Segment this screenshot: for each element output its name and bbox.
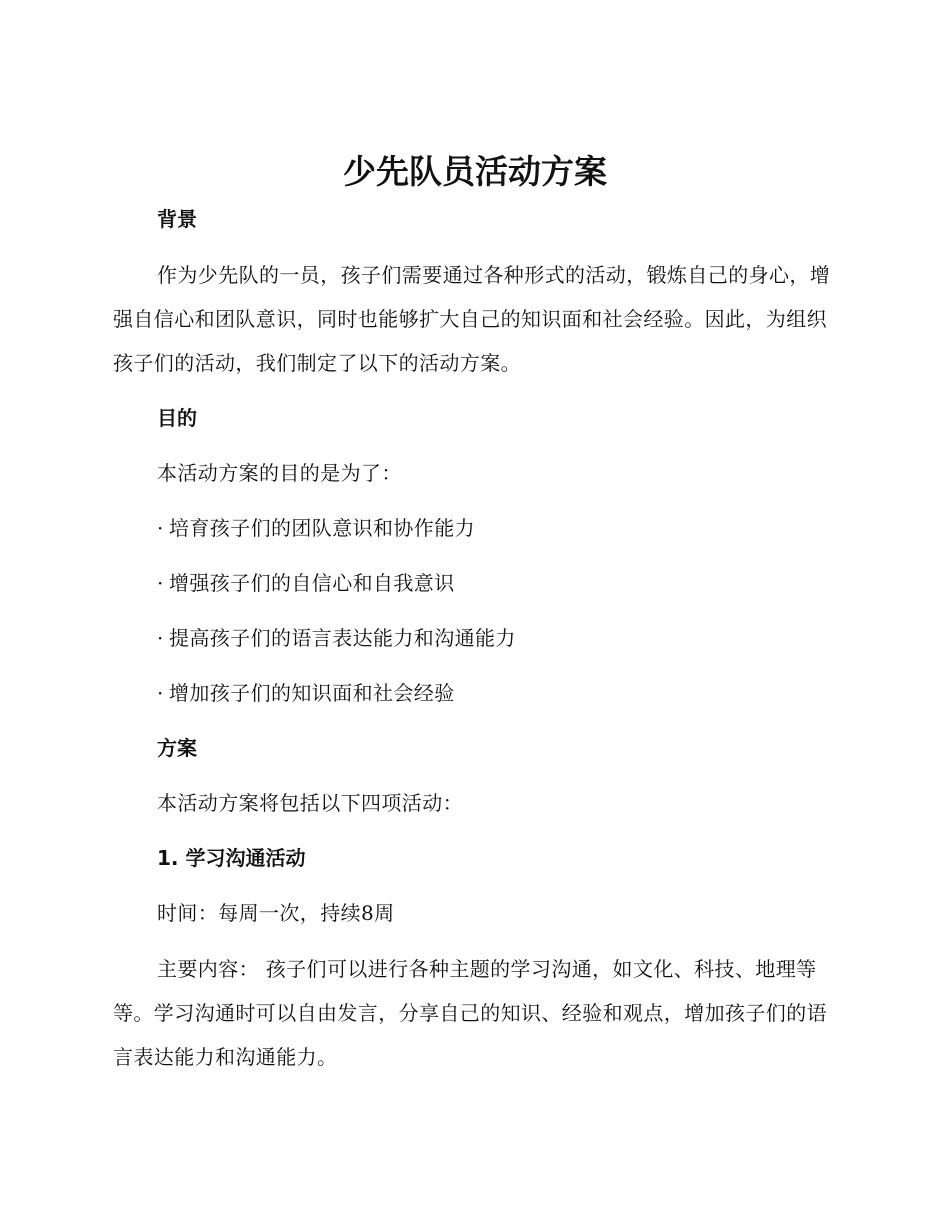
plan-intro: 本活动方案将包括以下四项活动： — [157, 791, 463, 815]
bullet-icon: · — [157, 681, 164, 705]
list-item — [113, 562, 839, 605]
list-item-text: 培育孩子们的团队意识和协作能力 — [169, 516, 475, 540]
section-heading-purpose: 目的 — [157, 406, 197, 430]
purpose-list — [113, 507, 839, 715]
list-item — [113, 507, 839, 550]
list-item-text: 提高孩子们的语言表达能力和沟通能力 — [169, 626, 516, 650]
document-title: 少先队员活动方案 — [343, 152, 607, 191]
activity-1-content: 主要内容： 孩子们可以进行各种主题的学习沟通，如文化、科技、地理等等。学习沟通时可以自由发言，分享自己的知识、经验和观点，增加孩子们的语言表达能力和沟通能力。 — [113, 957, 827, 1069]
background-paragraph: 作为少先队的一员，孩子们需要通过各种形式的活动，锻炼自己的身心，增强自信心和团队意识，同时也能够扩大自己的知识面和社会经验。因此，为组织孩子们的活动，我们制定了以下的活动方案。 — [113, 263, 831, 375]
list-item-text: 增强孩子们的自信心和自我意识 — [169, 571, 455, 595]
bullet-icon: · — [157, 571, 164, 595]
purpose-intro: 本活动方案的目的是为了： — [157, 461, 402, 485]
activity-1-time: 时间：每周一次，持续8周 — [157, 901, 395, 925]
bullet-icon: · — [157, 626, 164, 650]
document-body — [113, 198, 839, 1091]
section-heading-background: 背景 — [157, 207, 197, 231]
list-item — [113, 617, 839, 660]
activity-1-title: 1. 学习沟通活动 — [157, 846, 306, 870]
bullet-icon: · — [157, 516, 164, 540]
list-item-text: 增加孩子们的知识面和社会经验 — [169, 681, 455, 705]
list-item — [113, 672, 839, 715]
section-heading-plan: 方案 — [157, 736, 197, 760]
